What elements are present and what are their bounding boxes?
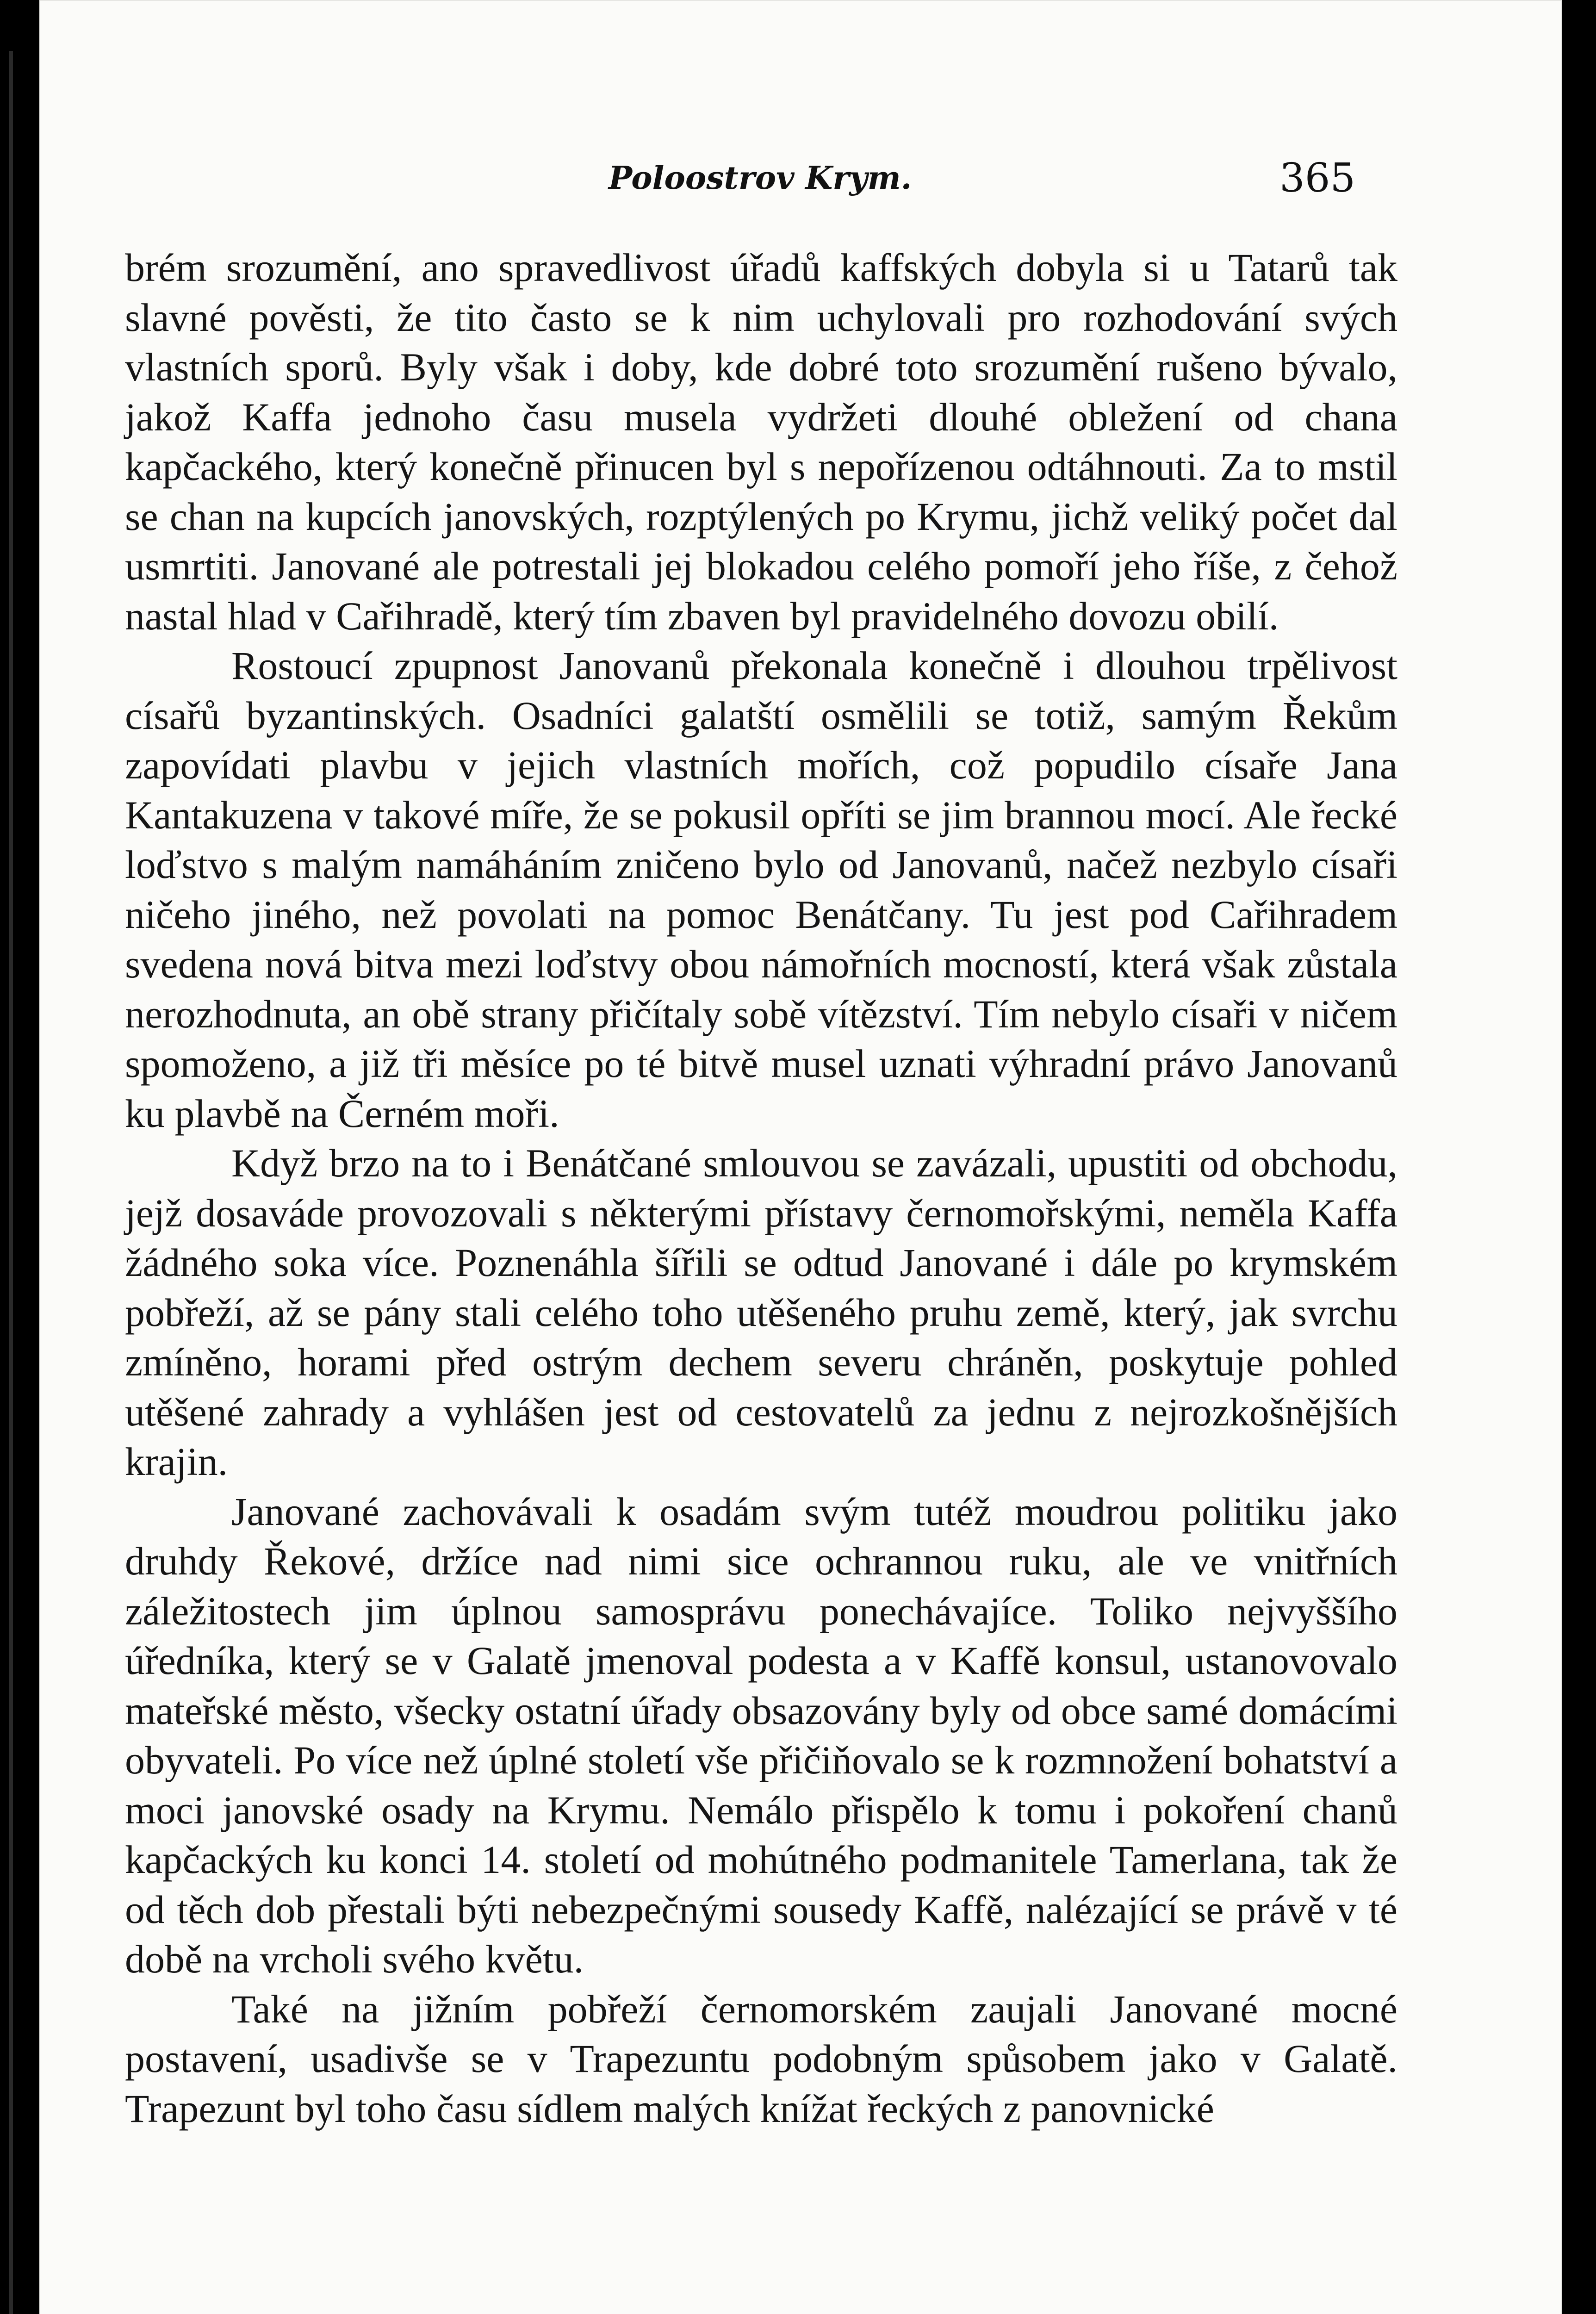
paragraph: Janované zachovávali k osadám svým tutéž moudrou politiku jako druhdy Řekové, držíce nad nimi sice ochrannou ruku, ale ve vnitřních záležitostech jim úplnou samosprávu ponechávajíce. Toliko nejvyššího úředníka, který se v Galatě jmenoval podesta a v Kaffě konsul, ustanovovalo mateřské město, všecky ostatní úřady obsazovány byly od obce samé domácími obyvateli. Po více než úplné století vše přičiňovalo se k rozmnožení bohatství a moci janovské osady na Krymu. Nemálo přispělo k tomu i pokoření chanů kapčackých ku konci 14. století od mohútného podmanitele Tamerlana, tak že od těch dob přestali býti nebezpečnými sousedy Kaffě, nalézající se právě v té době na vrcholi svého květu.: [125, 1489, 1397, 1981]
book-page: [39, 0, 1562, 2314]
page-number: 365: [1279, 155, 1356, 201]
paragraph: brém srozumění, ano spravedlivost úřadů kaffských dobyla si u Tatarů tak slavné pověsti, že tito často se k nim uchylovali pro rozhodování svých vlastních sporů. Byly však i doby, kde dobré toto srozumění rušeno bývalo, jakož Kaffa jednoho času musela vydržeti dlouhé obležení od chana kapčackého, který konečně přinucen byl s nepořízenou odtáhnouti. Za to mstil se chan na kupcích janovských, rozptýlených po Krymu, jichž veliký počet dal usmrtiti. Janované ale potrestali jej blokadou celého pomoří jeho říše, z čehož nastal hlad v Cařihradě, který tím zbaven byl pravidelného dovozu obilí.: [125, 245, 1397, 638]
page-header: [39, 155, 1562, 211]
scan-edge: [9, 51, 13, 2314]
paragraph: Rostoucí zpupnost Janovanů překonala konečně i dlouhou trpělivost císařů byzantinských. Osadníci galatští osmělili se totiž, samým Řekům zapovídati plavbu v jejich vlastních mořích, což popudilo císaře Jana Kantakuzena v takové míře, že se pokusil opříti se jim brannou mocí. Ale řecké loďstvo s malým namáháním zničeno bylo od Janovanů, načež nezbylo císaři ničeho jiného, než povolati na pomoc Benátčany. Tu jest pod Cařihradem svedena nová bitva mezi loďstvy obou námořních mocností, která však zůstala nerozhodnuta, an obě strany přičítaly sobě vítězství. Tím nebylo císaři v ničem spomoženo, a již tři měsíce po té bitvě musel uznati výhradní právo Janovanů ku plavbě na Černém moři.: [125, 643, 1397, 1136]
body-text: [125, 243, 1397, 2134]
running-title: Poloostrov Krym.: [609, 160, 912, 197]
paragraph: Když brzo na to i Benátčané smlouvou se zavázali, upustiti od obchodu, jejž dosaváde provozovali s některými přístavy černomořskými, neměla Kaffa žádného soka více. Poznenáhla šířili se odtud Janované i dále po krymském pobřeží, až se pány stali celého toho utěšeného pruhu země, který, jak svrchu zmíněno, horami před ostrým dechem severu chráněn, poskytuje pohled utěšené zahrady a vyhlášen jest od cestovatelů za jednu z nejrozkošnějších krajin.: [125, 1141, 1397, 1484]
paragraph: Také na jižním pobřeží černomorském zaujali Janované mocné postavení, usadivše se v Trapezuntu podobným spůsobem jako v Galatě. Trapezunt byl toho času sídlem malých knížat řeckých z panovnické: [125, 1986, 1397, 2131]
